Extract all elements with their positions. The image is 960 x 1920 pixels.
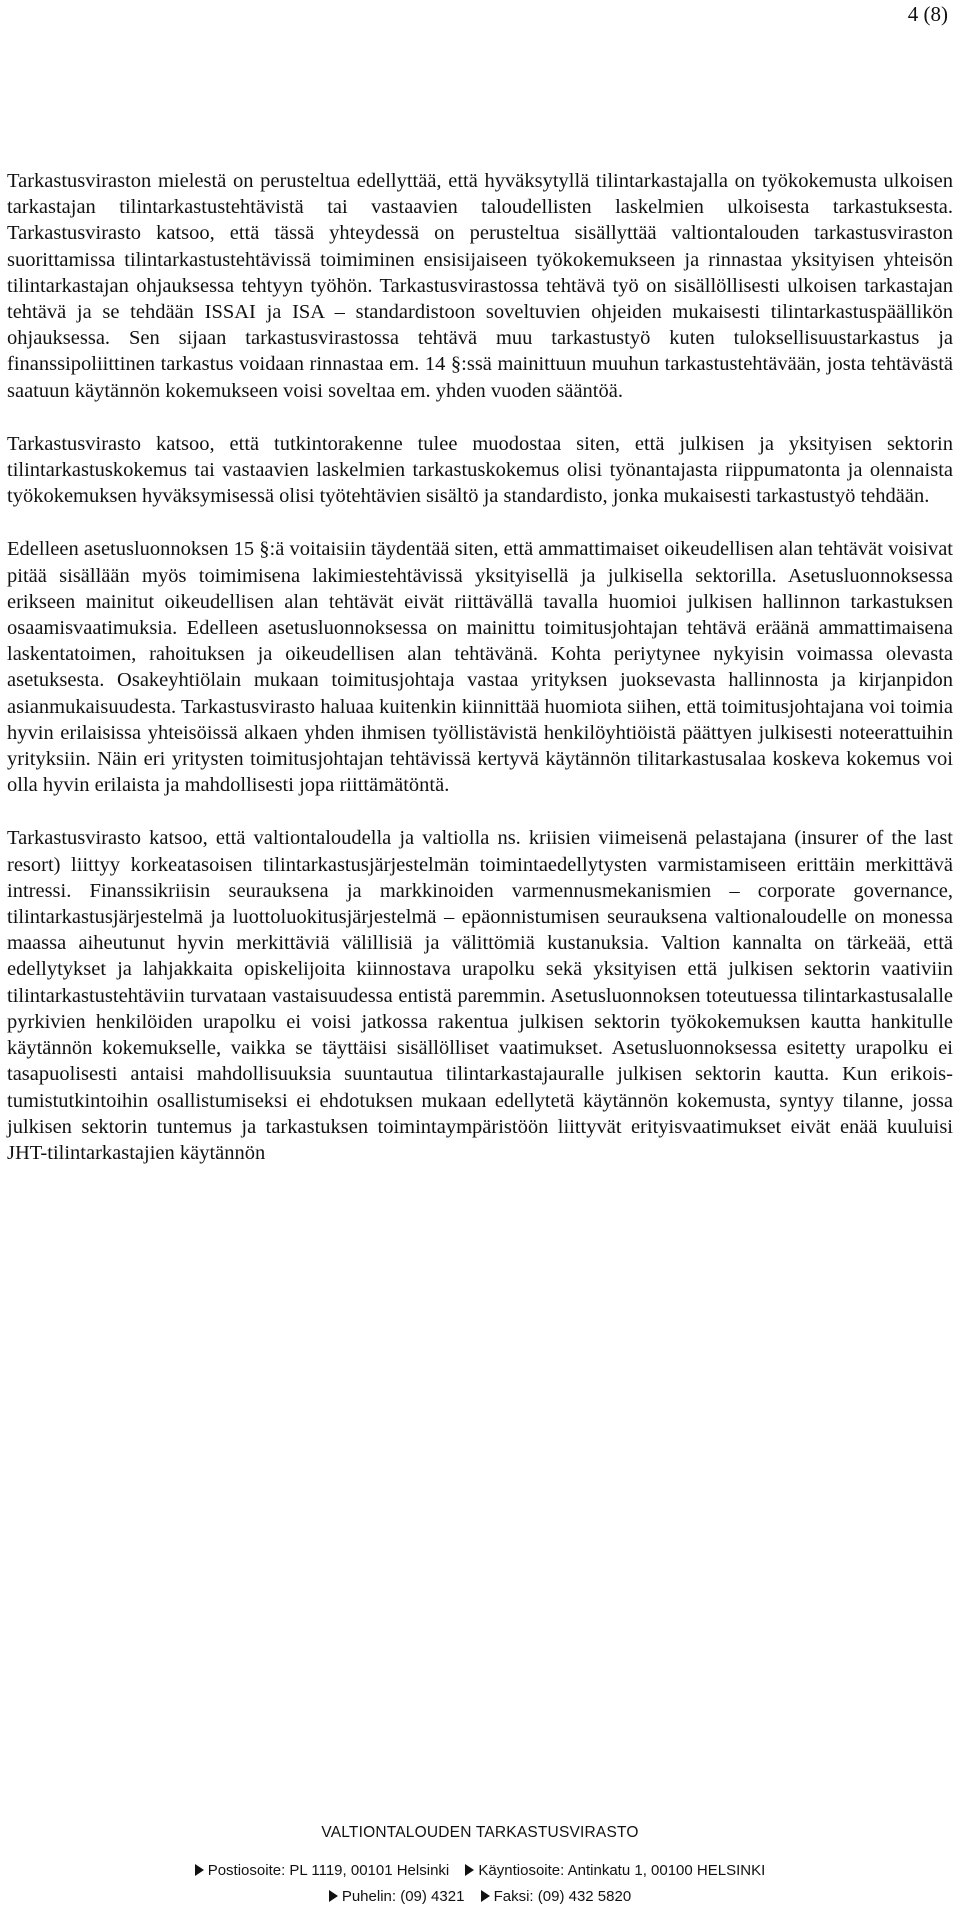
footer-address-line (0, 1862, 960, 1879)
paragraph-3: Edelleen asetusluonnoksen 15 §:ä voitaisiin täydentää siten, että ammattimaiset oikeudellisen alan tehtävät voisivat pitää sisällään myös toimimisena lakimiestehtävissä yksityisellä ja julkisella sektorilla. Asetusluonnoksessa erikseen mainitut oikeudellisen alan tehtävät eivät riittävällä tavalla huomioi julkisen hallinnon tarkastuksen osaamisvaatimuksia. Edelleen asetusluonnoksessa on mainittu toimitusjohtajan tehtävä eräänä ammattimaisena laskentatoimen, rahoituksen ja oikeudellisen alan tehtävänä. Kohta periytynee nykyisin voimassa olevasta asetuksesta. Osakeyhtiölain mukaan toimitusjohtaja vastaa yrityksen juoksevasta hallinnosta ja kirjanpidon asianmukaisuudesta. Tarkastusvirasto haluaa kuitenkin kiinnittää huomiota siihen, että toimitusjohtajana voi toimia hyvin erilaisissa yhteisöissä alkaen yhden ihmisen työllistävistä henkilöyhtiöistä päättyen julkisesti noteerattuihin yrityksiin. Näin eri yritysten toimitusjohtajan tehtävissä kertyvä käytännön tilitarkastusalaa koskeva kokemus voi olla hyvin erilaista ja mahdollisesti jopa riittämätöntä. (7, 538, 953, 797)
footer-postal-address (195, 1862, 450, 1879)
document-body (7, 168, 953, 1193)
footer-visiting-address (465, 1862, 765, 1879)
fax-text: Faksi: (09) 432 5820 (493, 1888, 632, 1905)
arrow-right-icon (465, 1864, 474, 1876)
footer-contact-line (0, 1888, 960, 1905)
arrow-right-icon (195, 1864, 204, 1876)
footer-fax (481, 1888, 632, 1905)
arrow-right-icon (481, 1890, 490, 1902)
arrow-right-icon (329, 1890, 338, 1902)
phone-text: Puhelin: (09) 4321 (341, 1888, 465, 1905)
paragraph-2: Tarkastusvirasto katsoo, että tutkintorakenne tulee muodostaa siten, että julkisen ja yksityisen sektorin tilintarkastuskokemus tai vastaavien laskelmien tarkastuskokemus olisi työnantajasta riippumatonta ja olennaista työkokemuksen hyväksymisessä olisi työtehtävien sisältö ja standardisto, jonka mukaisesti tarkastustyö tehdään. (7, 432, 953, 508)
paragraph-4: Tarkastusvirasto katsoo, että valtiontaloudella ja valtiolla ns. kriisien viimeisenä pelastajana (insurer of the last resort) liittyy korkeatasoisen tilintarkastusjärjestelmän toimintaedellytysten varmistamiseen erittäin merkittävä intressi. Finanssikriisin seurauksena ja markkinoiden varmennusmekanismien – corporate governance, tilintarkastusjärjestelmä ja luottoluokitusjärjestelmä – epäonnistumisen seurauksena valtionaloudelle on monessa maassa aiheutunut hyvin merkittäviä välillisiä ja välittömiä kustanuksia. Valtion kannalta on tärkeää, että edellytykset ja lahjakkaita opiskelijoita kiinnostava urapolku sekä yksityisen että julkisen sektorin vaativiin tilintarkastustehtäviin turvataan vastaisuudessa entistä paremmin. Asetusluonnoksen toteutuessa tilintarkastusalalle pyrkivien henkilöiden urapolku ei voisi jatkossa rakentua julkisen sektorin työkokemuksen kautta hankitulle käytännön kokemukselle, vaikka se täyttäisi sisällölliset vaatimukset. Asetusluonnoksessa esitetty urapolku ei tasapuolisesti antaisi mahdollisuuksia suuntautua tilintarkastajauralle julkisen sektorin kautta. Kun erikoistumistutkintoihin osallistumiseksi ei ehdotuksen mukaan edellytetä käytännön kokemusta, syntyy tilanne, jossa julkisen sektorin tuntemus ja tarkastuksen toimintaympäristöön liittyvät erityisvaatimukset eivät enää kuuluisi JHT-tilintarkastajien käytännön (7, 827, 953, 1164)
paragraph-1: Tarkastusviraston mielestä on perusteltua edellyttää, että hyväksytyllä tilintarkastajalla on työkokemusta ulkoisen tarkastajan tilintarkastustehtävistä tai vastaavien taloudellisten laskelmien ulkoisesta tarkastuksesta. Tarkastusvirasto katsoo, että tässä yhteydessä on perusteltua sisällyttää valtiontalouden tarkastusviraston suorittamissa tilintarkastustehtävissä toimiminen ensisijaiseen työkokemukseen ja rinnastaa yksityisen yhteisön tilintarkastajan ohjauksessa tehtyyn työhön. Tarkastusvirastossa tehtävä työ on sisällöllisesti ulkoisen tarkastajan tehtävä ja se tehdään ISSAI ja ISA – standardistoon soveltuvien ohjeiden mukaisesti tilintarkastuspäällikön ohjauksessa. Sen sijaan tarkastusvirastossa tehtävä muu tarkastustyö kuten tuloksellisuustarkastus ja finanssipoliittinen tarkastus voidaan rinnastaa em. 14 §:ssä mainittuun muuhun tarkastustehtävään, josta tehtävästä saatuun käytännön kokemukseen voisi soveltaa em. yhden vuoden sääntöä. (7, 170, 953, 402)
postal-address-text: Postiosoite: PL 1119, 00101 Helsinki (207, 1862, 450, 1879)
page-number: 4 (8) (907, 2, 948, 26)
footer-organization: VALTIONTALOUDEN TARKASTUSVIRASTO (321, 1824, 639, 1841)
footer-phone (329, 1888, 465, 1905)
visiting-address-text: Käyntiosoite: Antinkatu 1, 00100 HELSINKI (478, 1862, 766, 1879)
